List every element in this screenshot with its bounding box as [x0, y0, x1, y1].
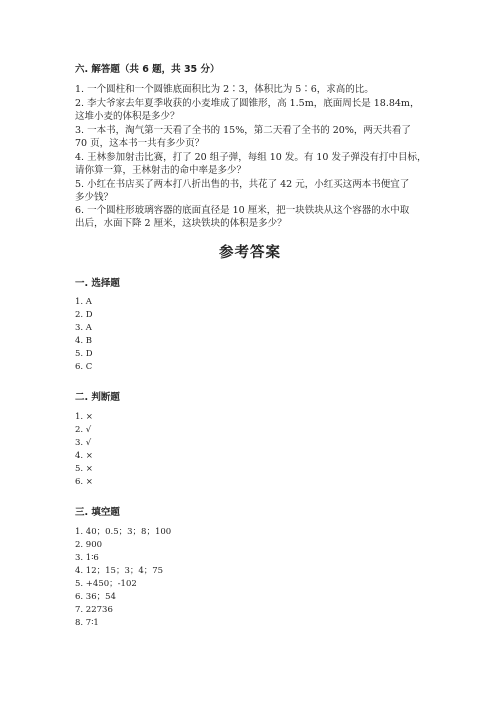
- list-item: 7. 22736: [75, 605, 113, 615]
- choice-section-heading: 一. 选择题: [75, 278, 120, 289]
- list-item: 3. A: [75, 323, 92, 333]
- question-1: 1. 一个圆柱和一个圆锥底面积比为 2∶3，体积比为 5∶6，求高的比。: [75, 84, 374, 95]
- list-item: 2. 900: [75, 540, 103, 550]
- list-item: 6. C: [75, 362, 93, 372]
- list-item: 8. 7∶1: [75, 618, 99, 628]
- list-item: 3. 1∶6: [75, 553, 99, 563]
- question-2: 2. 李大爷家去年夏季收获的小麦堆成了圆锥形，高 1.5m，底面周长是 18.84m， 这堆小麦的体积是多少？: [75, 98, 420, 122]
- question-4: 4. 王林参加射击比赛，打了 20 组子弹，每组 10 发。有 10 发子弹没有打中目标， 请你算一算，王林射击的命中率是多少？: [75, 152, 427, 176]
- list-item: 4. ×: [75, 451, 93, 461]
- section-6-heading: 六. 解答题（共 6 题，共 35 分）: [75, 64, 220, 75]
- list-item: 3. √: [75, 438, 92, 448]
- list-item: 4. 12；15；3；4；75: [75, 566, 164, 576]
- list-item: 2. √: [75, 425, 92, 435]
- question-6: 6. 一个圆柱形玻璃容器的底面直径是 10 厘米，把一块铁块从这个容器的水中取 出后，水面下降 2 厘米，这块铁块的体积是多少？: [75, 205, 410, 229]
- list-item: 4. B: [75, 336, 93, 346]
- list-item: 2. D: [75, 310, 93, 320]
- list-item: 5. ×: [75, 464, 93, 474]
- list-item: 1. 40；0.5；3；8；100: [75, 527, 172, 537]
- question-3: 3. 一本书，淘气第一天看了全书的 15%，第二天看了全书的 20%，两天共看了 70 页，这本书一共有多少页？: [75, 125, 411, 149]
- list-item: 5. +450；-102: [75, 579, 137, 589]
- fill-answer-list: [75, 526, 171, 630]
- choice-answer-list: [75, 296, 93, 374]
- judge-section-heading: 二. 判断题: [75, 392, 120, 403]
- list-item: 1. A: [75, 297, 92, 307]
- list-item: 6. 36；54: [75, 592, 116, 602]
- list-item: 1. ×: [75, 412, 93, 422]
- list-item: 5. D: [75, 349, 93, 359]
- list-item: 6. ×: [75, 477, 93, 487]
- answers-title: 参考答案: [219, 245, 281, 261]
- question-5: 5. 小红在书店买了两本打八折出售的书，共花了 42 元，小红买这两本书便宜了 多少钱？: [75, 179, 410, 203]
- fill-section-heading: 三. 填空题: [75, 507, 120, 518]
- judge-answer-list: [75, 411, 93, 489]
